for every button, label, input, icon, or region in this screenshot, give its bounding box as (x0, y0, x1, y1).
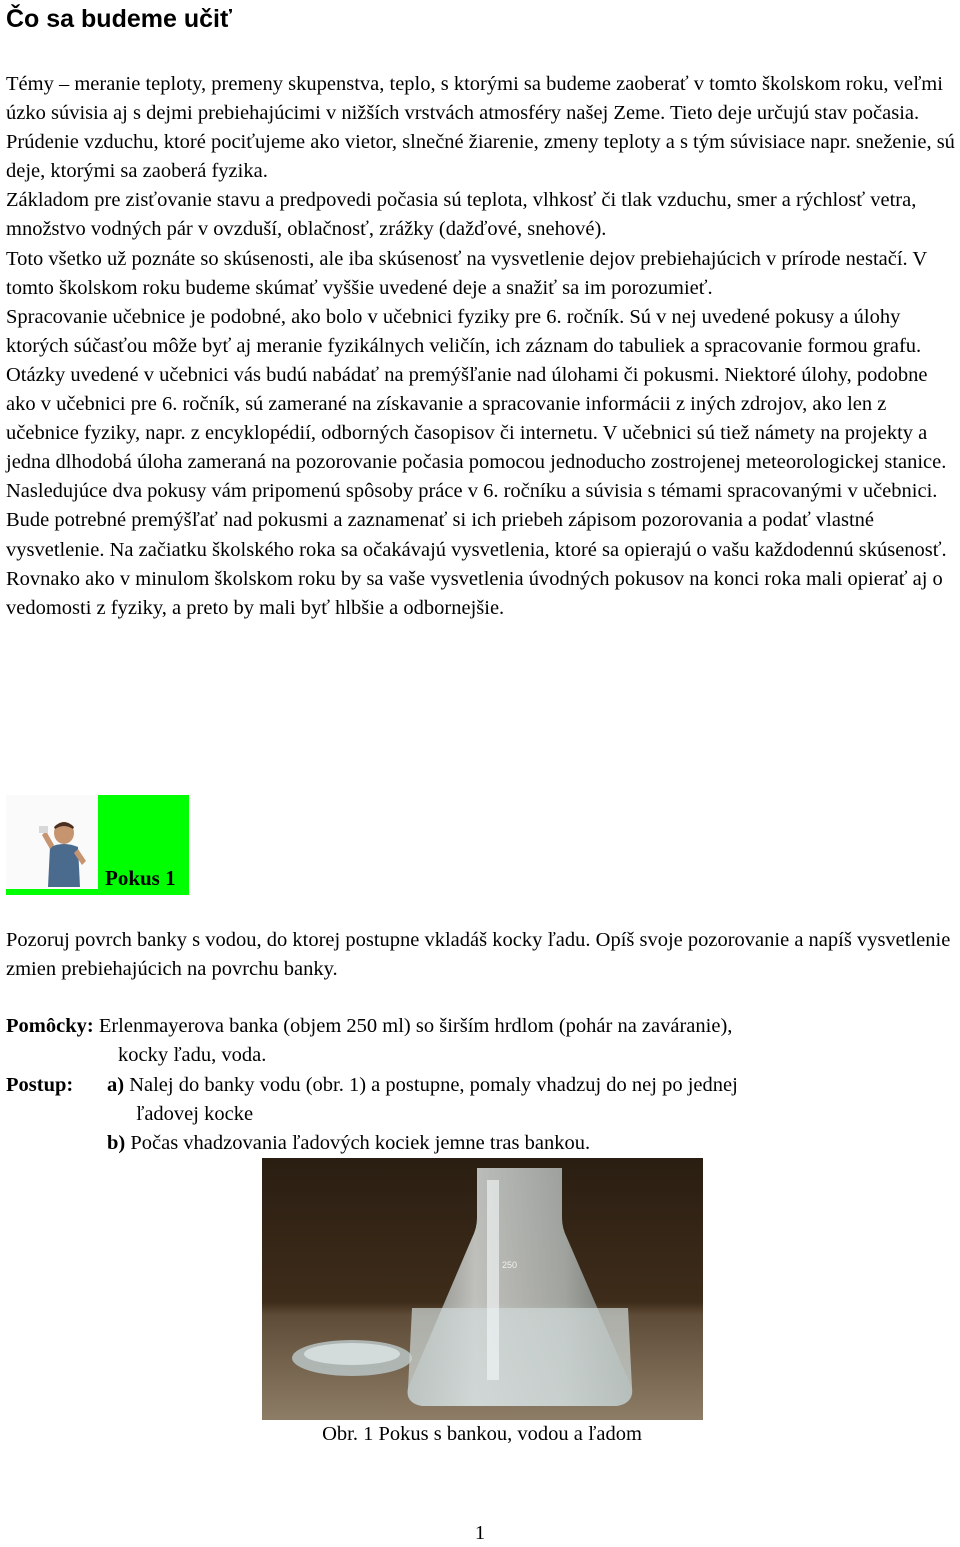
step-letter: a) (107, 1074, 125, 1096)
intro-paragraph: Základom pre zisťovanie stavu a predpovedi počasia sú teplota, vlhkosť či tlak vzduchu, smer a rýchlosť vetra, množstvo vodných pár v ovzduší, oblačnosť, zrážky (dažďové, snehové). (6, 189, 917, 241)
intro-paragraph: Rovnako ako v minulom školskom roku by sa vaše vysvetlenia úvodných pokusov na konci roka mali opierať aj o vedomosti z fyziky, a preto by mali byť hlbšie a odbornejšie. (6, 567, 943, 619)
experiment-label: Pokus 1 (105, 866, 176, 890)
experiment-photo (262, 1158, 703, 1420)
step-text: Počas vhadzovania ľadových kociek jemne tras bankou. (130, 1132, 591, 1154)
page-title: Čo sa budeme učiť (6, 5, 232, 33)
intro-paragraph: Prúdenie vzduchu, ktoré pociťujeme ako vietor, slnečné žiarenie, zmeny teploty a s tým súvisiace napr. sneženie, sú deje, ktorými sa zaoberá fyzika. (6, 131, 955, 183)
steps-label: Postup: (6, 1074, 74, 1096)
experiment-task: Pozoruj povrch banky s vodou, do ktorej postupne vkladáš kocky ľadu. Opíš svoje pozorovanie a napíš vysvetlenie zmien prebiehajúcich na povrchu banky. (6, 929, 951, 980)
tools-text: Erlenmayerova banka (objem 250 ml) so širším hrdlom (pohár na zaváranie), (98, 1015, 733, 1037)
intro-paragraph: Témy – meranie teploty, premeny skupenstva, teplo, s ktorými sa budeme zaoberať v tomto školskom roku, veľmi úzko súvisia aj s dejmi prebiehajúcimi v nižších vrstvách atmosféry našej Zeme. Tieto deje určujú stav počasia. (6, 73, 943, 125)
intro-paragraph: Spracovanie učebnice je podobné, ako bolo v učebnici fyziky pre 6. ročník. Sú v nej uvedené pokusy a úlohy ktorých súčasťou môže byť aj meranie fyzikálnych veličín, ich záznam do tabuliek a spracovanie formou grafu. Otázky uvedené v učebnici vás budú nabádať na premýšľanie nad úlohami či pokusmi. Niektoré úlohy, podobne ako v učebnici pre 6. ročník, sú zamerané na získavanie a spracovanie informácii z iných zdrojov, ako len z učebnice fyziky, napr. z encyklopédií, odborných časopisov či internetu. V učebnici sú tiež námety na projekty a jedna dlhodobá úloha zameraná na pozorovanie počasia pomocou jednoducho zostrojenej meteorologickej stanice. (6, 305, 947, 474)
steps-section (6, 1071, 956, 1158)
step-text: ľadovej kocke (136, 1103, 254, 1125)
figure-caption-text: Obr. 1 Pokus s bankou, vodou a ľadom (322, 1423, 642, 1445)
step-text: Nalej do banky vodu (obr. 1) a postupne, pomaly vhadzuj do nej po jednej (129, 1074, 738, 1096)
flask-mark: 250 (502, 1260, 518, 1270)
intro-paragraph: Toto všetko už poznáte so skúsenosti, ale iba skúsenosť na vysvetlenie dejov prebiehajúcich v prírode nestačí. V tomto školskom roku budeme skúmať vyššie uvedené deje a snažiť sa im porozumieť. (6, 247, 927, 299)
tools-label: Pomôcky: (6, 1015, 94, 1037)
boy-figure-icon (6, 795, 98, 895)
experiment-badge (6, 795, 189, 895)
intro-paragraph: Nasledujúce dva pokusy vám pripomenú spôsoby práce v 6. ročníku a súvisia s témami spracovanými v učebnici. Bude potrebné premýšľať nad pokusmi a zaznamenať si ich priebeh zápisom pozorovania a podať vlastné vysvetlenie. Na začiatku školského roka sa očakávajú vysvetlenia, ktoré sa opierajú o vašu každodennú skúsenosť. (6, 480, 947, 561)
step-letter: b) (107, 1132, 126, 1154)
tools-section (6, 1012, 956, 1070)
intro-text (6, 70, 956, 623)
page-number: 1 (474, 1522, 486, 1544)
figure-caption (0, 1420, 960, 1449)
tools-text: kocky ľadu, voda. (118, 1044, 267, 1066)
